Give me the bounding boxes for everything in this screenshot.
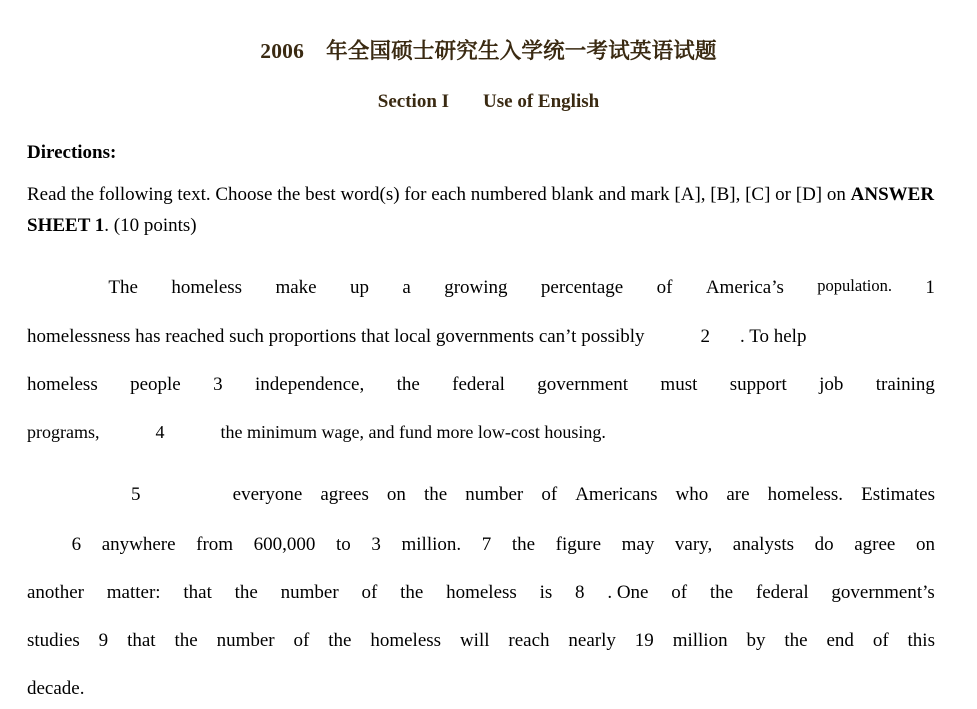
blank-7: 7	[481, 533, 492, 555]
word: by	[746, 629, 766, 651]
word: Americans	[575, 483, 658, 505]
word: may	[621, 533, 655, 555]
word: homeless	[27, 373, 98, 395]
word: government	[537, 373, 629, 395]
word: independence,	[255, 373, 365, 395]
word: of	[293, 629, 310, 651]
answer-sheet-emphasis: ANSWER SHEET 1	[27, 184, 935, 237]
blank-4: 4	[155, 421, 165, 442]
word: the	[784, 629, 808, 651]
word: the	[234, 581, 258, 603]
word: this	[907, 629, 935, 651]
word: who	[675, 483, 709, 505]
word: people	[130, 373, 181, 395]
word: federal	[452, 373, 505, 395]
blank-spacer	[99, 423, 155, 441]
word: the	[396, 373, 420, 395]
directions-text-part2: . (10 points)	[104, 215, 197, 237]
paragraph-indent	[27, 278, 75, 297]
passage-line	[27, 375, 935, 394]
blank-3: 3	[213, 373, 223, 395]
word: federal	[755, 581, 809, 603]
word: the	[400, 581, 424, 603]
word: up	[349, 276, 369, 298]
word: America’s	[705, 276, 784, 298]
word: the	[328, 629, 352, 651]
word: of	[872, 629, 889, 651]
word: homeless	[171, 276, 243, 298]
word: The	[108, 276, 138, 298]
blank-spacer	[164, 423, 220, 441]
title-text: 年全国硕士研究生入学统一考试英语试题	[326, 39, 717, 63]
word: number	[280, 581, 339, 603]
passage-body	[0, 275, 977, 699]
section-heading	[0, 64, 977, 113]
word: homeless	[370, 629, 442, 651]
word: of	[541, 483, 558, 505]
passage-line	[27, 679, 935, 698]
word: on	[386, 483, 406, 505]
word: of	[361, 581, 378, 603]
paragraph-indent	[27, 535, 51, 554]
passage-line	[27, 631, 935, 650]
word: training	[875, 373, 935, 395]
blank-2: 2	[700, 325, 711, 347]
paragraph-indent	[27, 485, 113, 504]
word: to	[336, 533, 351, 555]
word: agrees	[320, 483, 369, 505]
word: support	[729, 373, 787, 395]
word: the	[174, 629, 198, 651]
word: reach	[508, 629, 550, 651]
word: that	[127, 629, 156, 651]
word: percentage	[540, 276, 624, 298]
passage-line	[27, 275, 935, 298]
blank-5: 5	[131, 483, 141, 505]
passage-line	[27, 535, 935, 554]
word: do	[814, 533, 834, 555]
word: end	[826, 629, 854, 651]
word: . One	[607, 581, 649, 603]
line-text: decade.	[27, 677, 85, 699]
word: a	[402, 276, 411, 298]
word: anywhere	[101, 533, 176, 555]
section-label: Section I	[377, 90, 450, 112]
word: the	[709, 581, 734, 603]
word: of	[671, 581, 688, 603]
line-text: homelessness has reached such proportions that local governments can’t possibly	[27, 325, 645, 347]
word: number	[465, 483, 524, 505]
word: homeless.	[767, 483, 844, 505]
word: will	[459, 629, 490, 651]
passage-line	[27, 485, 935, 504]
word: make	[275, 276, 317, 298]
line-text: programs,	[27, 421, 100, 442]
word: Estimates	[861, 483, 935, 505]
line-text: the minimum wage, and fund more low-cost housing.	[220, 421, 606, 442]
word: homeless	[446, 581, 517, 603]
blank-spacer	[159, 485, 215, 504]
passage-line	[27, 423, 935, 441]
word: analysts	[732, 533, 795, 555]
word: of	[656, 276, 673, 298]
section-name: Use of English	[483, 90, 600, 112]
word: 3	[371, 533, 381, 555]
blank-6: 6	[71, 533, 82, 555]
word: vary,	[674, 533, 713, 555]
passage-line	[27, 327, 935, 346]
word: that	[183, 581, 212, 603]
word: everyone	[232, 483, 303, 505]
word: million	[672, 629, 728, 651]
word: on	[915, 533, 935, 555]
word: population.	[817, 275, 892, 295]
blank-9: 9	[98, 629, 109, 651]
word: are	[726, 483, 750, 505]
word: 600,000	[253, 533, 316, 555]
passage-line	[27, 583, 935, 602]
directions-text-part1: Read the following text. Choose the best word(s) for each numbered blank and mark [A], [B], [C] or [D] on	[27, 184, 851, 206]
line-text: . To help	[740, 325, 807, 347]
blank-spacer	[710, 327, 740, 346]
word: government’s	[831, 581, 935, 603]
word: matter:	[106, 581, 161, 603]
word: growing	[444, 276, 508, 298]
word: number	[216, 629, 275, 651]
blank-8: 8	[575, 581, 585, 603]
word: must	[660, 373, 698, 395]
word: is	[539, 581, 553, 603]
word: from	[196, 533, 234, 555]
word: 19	[634, 629, 654, 651]
word: the	[423, 483, 448, 505]
word: nearly	[568, 629, 616, 651]
title-year: 2006	[260, 39, 305, 63]
word: job	[819, 373, 844, 395]
directions-label: Directions:	[27, 141, 117, 163]
blank-spacer	[645, 327, 701, 346]
word: million.	[401, 533, 462, 555]
word: the	[511, 533, 536, 555]
word: another	[27, 581, 84, 603]
blank-1: 1	[925, 276, 935, 298]
word: studies	[27, 629, 80, 651]
page-title	[0, 0, 977, 64]
word: agree	[854, 533, 896, 555]
directions-body	[0, 163, 977, 242]
word: figure	[555, 533, 602, 555]
